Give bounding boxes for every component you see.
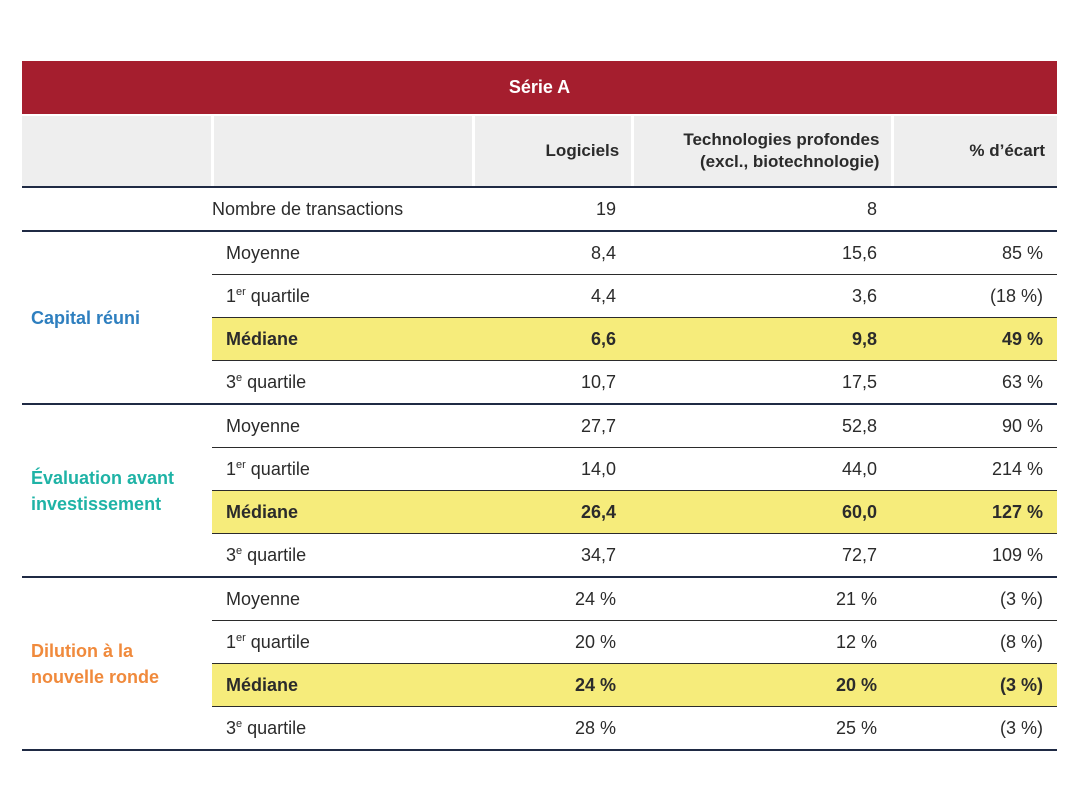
cell-software: 20 % [574,631,616,652]
row-label: Médiane [226,501,299,522]
group-label-line2: nouvelle ronde [31,666,160,687]
cell-software: 6,6 [590,328,616,349]
cell-deeptech: 8 [866,198,877,219]
row-label-number: 1 [226,631,237,652]
table-group [22,232,1057,405]
row-label-rest: quartile [242,371,307,392]
table-title: Série A [22,61,1057,114]
header-gap: % d’écart [894,116,1057,186]
row-label [212,718,470,739]
row-label-rest: quartile [245,458,310,479]
row-label-rest: quartile [245,285,310,306]
table-row-transactions [22,188,1057,232]
table-group [22,578,1057,751]
table-row-median [212,491,1057,534]
cell-software: 24 % [574,588,616,609]
cell-software: 28 % [574,717,616,738]
header-deeptech [634,116,891,186]
table-row-median [212,318,1057,361]
group-label [22,405,212,576]
row-label-rest: quartile [242,717,307,738]
table-group [22,405,1057,578]
header-empty-cell-2 [214,116,471,186]
row-label-superscript: e [236,544,243,557]
cell-software: 24 % [574,674,616,695]
cell-deeptech: 52,8 [841,415,877,436]
row-label [212,632,470,653]
row-label-number: 1 [226,285,237,306]
cell-deeptech: 25 % [835,717,877,738]
row-label [212,286,470,307]
row-label: Médiane [226,674,299,695]
cell-gap: (3 %) [999,588,1043,609]
table-row [212,621,1057,664]
cell-gap: (3 %) [999,674,1043,695]
table-row-median [212,664,1057,707]
row-label-number: 3 [226,717,237,738]
row-label-superscript: e [236,717,243,730]
cell-deeptech: 44,0 [841,458,877,479]
row-label: Moyenne [226,588,301,609]
cell-gap: 109 % [991,544,1043,565]
group-label-text: Capital réuni [31,307,141,328]
cell-deeptech: 72,7 [841,544,877,565]
header-deeptech-line2: (excl., biotechnologie) [700,152,880,171]
cell-deeptech: 9,8 [851,328,877,349]
row-label-superscript: e [236,371,243,384]
row-label-rest: quartile [242,544,307,565]
row-label: Moyenne [226,415,301,436]
cell-software: 34,7 [580,544,616,565]
row-label-number: 3 [226,544,237,565]
group-rows [212,232,1057,403]
table-row [212,232,1057,275]
cell-gap: 85 % [1001,242,1043,263]
cell-gap: 214 % [991,458,1043,479]
cell-deeptech: 60,0 [841,501,877,522]
table-row [212,275,1057,318]
cell-deeptech: 15,6 [841,242,877,263]
table-header-row [22,116,1057,188]
row-label-number: 3 [226,371,237,392]
cell-gap: 90 % [1001,415,1043,436]
table-row [212,405,1057,448]
cell-deeptech: 20 % [835,674,877,695]
cell-gap: 49 % [1001,328,1043,349]
cell-gap: 127 % [991,501,1043,522]
header-empty-cell-1 [22,116,211,186]
cell-gap: (18 %) [989,285,1043,306]
row-label-rest: quartile [245,631,310,652]
group-rows [212,405,1057,576]
row-label-superscript: er [236,285,246,298]
row-label [212,545,470,566]
table-row [212,361,1057,403]
row-label: Moyenne [226,242,301,263]
cell-gap: (3 %) [999,717,1043,738]
group-rows [212,578,1057,749]
series-a-table [22,61,1057,751]
cell-deeptech: 12 % [835,631,877,652]
row-label-superscript: er [236,631,246,644]
group-label-line2: investissement [31,493,162,514]
cell-software: 8,4 [590,242,616,263]
cell-software: 4,4 [590,285,616,306]
table-row [212,578,1057,621]
group-label-line1: Évaluation avant [31,467,175,488]
cell-software: 19 [595,198,616,219]
group-label-line1: Dilution à la [31,640,134,661]
row-label: Nombre de transactions [212,198,404,219]
cell-software: 10,7 [580,371,616,392]
group-label [22,232,212,403]
row-label: Médiane [226,328,299,349]
row-label-superscript: er [236,458,246,471]
cell-software: 27,7 [580,415,616,436]
table-body-groups [22,232,1057,751]
header-software: Logiciels [475,116,632,186]
table-row [212,448,1057,491]
table-row [212,707,1057,749]
row-label [212,372,470,393]
table-row [212,534,1057,576]
row-label [212,459,470,480]
cell-software: 26,4 [580,501,616,522]
cell-deeptech: 21 % [835,588,877,609]
cell-gap: 63 % [1001,371,1043,392]
row-label-number: 1 [226,458,237,479]
header-deeptech-line1: Technologies profondes [683,130,880,149]
cell-deeptech: 3,6 [851,285,877,306]
cell-deeptech: 17,5 [841,371,877,392]
cell-gap: (8 %) [999,631,1043,652]
group-label [22,578,212,749]
cell-software: 14,0 [580,458,616,479]
